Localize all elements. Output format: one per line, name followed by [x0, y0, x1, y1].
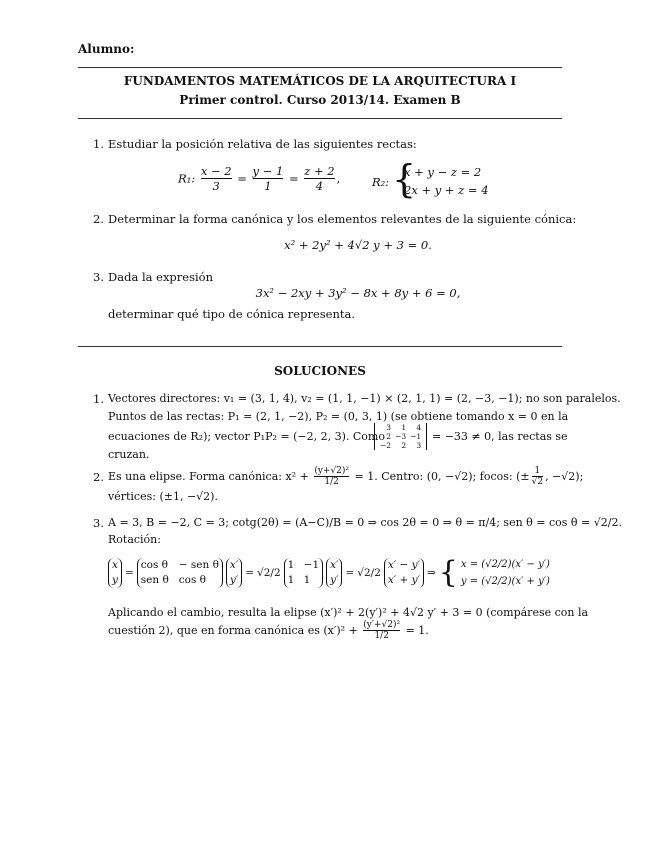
problem-1-number: 1. [93, 137, 104, 151]
coef-1: √2/2 [257, 567, 281, 579]
solution-2-foci-frac: $\frac{1}{√2}$ [531, 466, 544, 487]
determinant-grid: 3 1 4 2 −3 −1 −2 2 3 [380, 423, 422, 450]
prime-vector-1: x′ y′ [226, 558, 242, 588]
solution-1-line-3 [108, 430, 385, 443]
solutions-heading: SOLUCIONES [274, 364, 366, 378]
problem-1-text: Estudiar la posición relativa de las siguientes rectas: [108, 137, 417, 151]
r1-frac-z: $\frac{z + 2}{4}$ [304, 164, 335, 193]
problem-2-number: 2. [93, 212, 104, 226]
problem-2-text: Determinar la forma canónica y los elementos relevantes de la siguiente cónica: [108, 212, 577, 226]
problem-3-text: Dada la expresión [108, 270, 214, 284]
alumno-label: Alumno: [78, 42, 135, 56]
r2-eq-1: x + y − z = 2 [404, 165, 482, 179]
solution-3-number: 3. [93, 516, 104, 530]
lhs-vector: x y [108, 558, 122, 588]
solutions-rule [78, 346, 562, 347]
r2-label: R₂: [372, 175, 390, 189]
solution-3-para-2: cuestión 2), que en forma canónica es (x′)² + $\frac{\text{(y′+√2)²}}{1/2}$ = 1. [108, 620, 429, 641]
r2-eq-2: 2x + y + z = 4 [404, 183, 489, 197]
solution-1-line-1: Vectores directores: v₁ = (3, 1, 4), v₂ = (1, 1, −1) × (2, 1, 1) = (2, −3, −1); no son paralelos. [108, 392, 621, 405]
solution-3-para-1: Aplicando el cambio, resulta la elipse (x′)² + 2(y′)² + 4√2 y′ + 3 = 0 (compárese con la [108, 606, 589, 619]
exam-subtitle: Primer control. Curso 2013/14. Examen B [179, 93, 461, 107]
header-bottom-rule [78, 118, 562, 119]
final-brace: { [438, 555, 458, 590]
solution-3-canonical-frac: $\frac{\text{(y′+√2)²}}{1/2}$ [363, 620, 401, 641]
r1-frac-x: $\frac{x - 2}{3}$ [200, 164, 232, 193]
header-top-rule [78, 67, 562, 68]
solution-3-line-1: A = 3, B = −2, C = 3; cotg(2θ) = (A−C)/B = 0 ⇒ cos 2θ = 0 ⇒ θ = π/4; sen θ = cos θ = √2/2. [108, 516, 622, 529]
final-equations: x = (√2/2)(x′ − y′) y = (√2/2)(x′ + y′) [460, 559, 550, 587]
r2-brace: { [392, 157, 417, 201]
rotation-equation: x y = cos θ − sen θ sen θ cos θ x′ y′ = √2/2 1 −1 1 1 x′ y′ = √2/2 x′ − y′ x′ + y′ ⇒ { x = (√2/2)(x′ − y′) y = (√2/2)(x′ + y′) [108, 556, 550, 590]
solution-2-line-2: vértices: (±1, −√2). [108, 490, 218, 503]
solution-1-line-3-post: = −33 ≠ 0, las rectas se [432, 430, 568, 443]
course-title: FUNDAMENTOS MATEMÁTICOS DE LA ARQUITECTURA I [123, 74, 517, 88]
determinant [374, 423, 427, 450]
solution-2-frac: $\frac{\text{(y+√2)²}}{1/2}$ [314, 466, 350, 487]
r1-equation: R₁: $\frac{x - 2}{3}$ = $\frac{y - 1}{1}$ = $\frac{z + 2}{4}$ , [178, 164, 341, 193]
numeric-matrix: 1 −1 1 1 [284, 558, 323, 588]
problem-3-equation: 3x² − 2xy + 3y² − 8x + 8y + 6 = 0, [255, 286, 461, 300]
coef-2: √2/2 [357, 567, 381, 579]
solution-1-line-4: cruzan. [108, 448, 150, 461]
solution-1-line-2: Puntos de las rectas: P₁ = (2, 1, −2), P₂ = (0, 3, 1) (se obtiene tomando x = 0 en la [108, 410, 569, 423]
solution-2-number: 2. [93, 470, 104, 484]
prime-vector-2: x′ y′ [326, 558, 342, 588]
r1-frac-y: $\frac{y - 1}{1}$ [252, 164, 284, 193]
solution-2-line-1: Es una elipse. Forma canónica: x² + $\frac{\text{(y+√2)²}}{1/2}$ = 1. Centro: (0, −√2); focos: (± $\frac{1}{√2}$ , −√2); [108, 466, 584, 487]
result-vector: x′ − y′ x′ + y′ [384, 558, 424, 588]
solution-1-number: 1. [93, 392, 104, 406]
problem-3-text-after: determinar qué tipo de cónica representa. [108, 307, 355, 321]
solution-1-line-3-pre: ecuaciones de R₂); vector P₁P₂ = (−2, 2, 3). Como [108, 430, 385, 443]
rotation-label: Rotación: [108, 533, 161, 546]
rotation-matrix: cos θ − sen θ sen θ cos θ [137, 558, 223, 588]
problem-2-equation: x² + 2y² + 4√2 y + 3 = 0. [284, 238, 432, 252]
r1-label: R₁: [178, 171, 196, 186]
problem-3-number: 3. [93, 270, 104, 284]
